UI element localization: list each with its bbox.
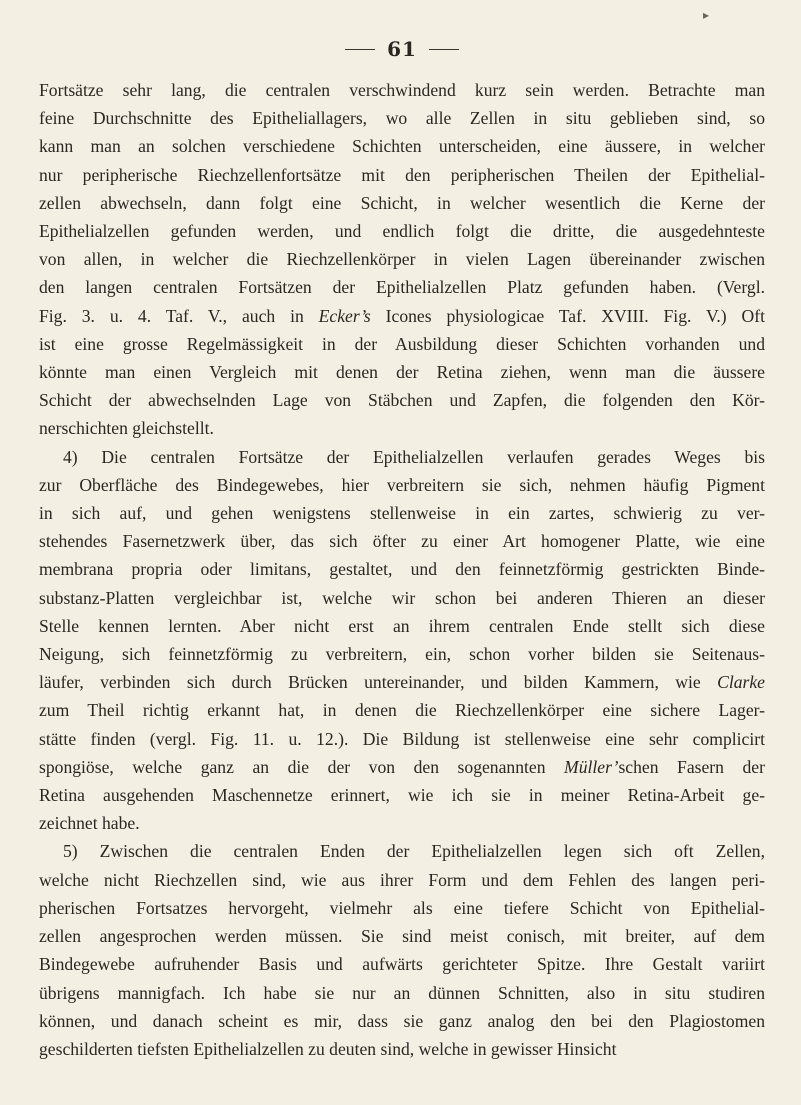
text-line bbox=[39, 76, 765, 104]
text-run: stätte finden (vergl. Fig. 11. u. 12.). Die Bildung ist stellenweise eine sehr complicirt bbox=[39, 728, 765, 749]
text-line bbox=[39, 161, 765, 189]
text-run: Icones physiologicae Taf. XVIII. Fig. V.) Oft bbox=[370, 305, 765, 326]
text-line bbox=[39, 950, 765, 978]
text-run: zur Oberfläche des Bindegewebes, hier verbreitern sie sich, nehmen häufig Pigment bbox=[39, 474, 765, 495]
text-line bbox=[39, 922, 765, 950]
text-line bbox=[39, 273, 765, 301]
header-rule-right bbox=[429, 49, 459, 50]
text-line bbox=[39, 894, 765, 922]
text-run: ist eine grosse Regelmässigkeit in der Ausbildung dieser Schichten vorhanden und bbox=[39, 333, 765, 354]
text-run: feine Durchschnitte des Epitheliallagers, wo alle Zellen in situ geblieben sind, so bbox=[39, 108, 765, 129]
text-line bbox=[39, 104, 765, 132]
text-run: schen Fasern der bbox=[618, 756, 765, 777]
text-run: Fortsätze sehr lang, die centralen verschwindend kurz sein werden. Betrachte man bbox=[39, 80, 765, 100]
text-line bbox=[39, 837, 765, 865]
text-run: substanz-Platten vergleichbar ist, welche wir schon bei anderen Thieren an dieser bbox=[39, 587, 765, 608]
text-run: Fig. 3. u. 4. Taf. V., auch in bbox=[39, 305, 319, 326]
text-line bbox=[39, 612, 765, 640]
text-line bbox=[39, 245, 765, 273]
text-run: zellen angesprochen werden müssen. Sie sind meist conisch, mit breiter, auf dem bbox=[39, 926, 765, 947]
page-header bbox=[39, 36, 765, 62]
paragraph-p-5 bbox=[39, 837, 765, 1063]
text-run: welche nicht Riechzellen sind, wie aus ihrer Form und dem Fehlen des langen peri- bbox=[39, 869, 765, 890]
text-run: stehendes Fasernetzwerk über, das sich öfter zu einer Art homogener Platte, wie eine bbox=[39, 531, 765, 552]
italic-name: Ecker’s bbox=[318, 305, 371, 326]
text-line bbox=[39, 358, 765, 386]
text-line bbox=[39, 330, 765, 358]
text-line bbox=[39, 725, 765, 753]
text-line bbox=[39, 471, 765, 499]
text-line bbox=[39, 979, 765, 1007]
text-line bbox=[39, 443, 765, 471]
text-run: übrigens mannigfach. Ich habe sie nur an dünnen Schnitten, also in situ studiren bbox=[39, 982, 765, 1003]
paragraph-p-continuation bbox=[39, 76, 765, 443]
text-run: Epithelialzellen gefunden werden, und endlich folgt die dritte, die ausgedehnteste bbox=[39, 221, 765, 242]
text-run: kann man an solchen verschiedene Schichten unterscheiden, eine äussere, in welcher bbox=[39, 136, 765, 157]
text-line bbox=[39, 414, 765, 442]
body-text bbox=[39, 76, 765, 1063]
page-number: 61 bbox=[387, 37, 417, 61]
text-line bbox=[39, 217, 765, 245]
text-run: spongiöse, welche ganz an die der von den sogenannten bbox=[39, 756, 565, 777]
text-run: zeichnet habe. bbox=[39, 813, 140, 834]
text-run: 5) Zwischen die centralen Enden der Epithelialzellen legen sich oft Zellen, bbox=[63, 841, 765, 862]
text-line bbox=[39, 555, 765, 583]
text-line bbox=[39, 640, 765, 668]
text-run: 4) Die centralen Fortsätze der Epithelialzellen verlaufen gerades Weges bis bbox=[63, 446, 765, 467]
text-line bbox=[39, 1007, 765, 1035]
text-run: den langen centralen Fortsätzen der Epithelialzellen Platz gefunden haben. (Vergl. bbox=[39, 277, 765, 298]
corner-mark: ▸ bbox=[702, 8, 709, 22]
text-run: von allen, in welcher die Riechzellenkörper in vielen Lagen übereinander zwischen bbox=[39, 249, 765, 270]
italic-name: Clarke bbox=[717, 672, 765, 693]
text-line bbox=[39, 753, 765, 781]
text-run: könnte man einen Vergleich mit denen der Retina ziehen, wenn man die äussere bbox=[39, 362, 765, 383]
text-run: zellen abwechseln, dann folgt eine Schicht, in welcher wesentlich die Kerne der bbox=[39, 192, 765, 213]
text-line bbox=[39, 132, 765, 160]
text-line bbox=[39, 584, 765, 612]
text-run: in sich auf, und gehen wenigstens stellenweise in ein zartes, schwierig zu ver- bbox=[39, 503, 765, 524]
text-run: pherischen Fortsatzes hervorgeht, vielmehr als eine tiefere Schicht von Epithelial- bbox=[39, 897, 765, 918]
text-line bbox=[39, 696, 765, 724]
text-run: läufer, verbinden sich durch Brücken untereinander, und bilden Kammern, wie bbox=[39, 672, 718, 693]
text-run: nerschichten gleichstellt. bbox=[39, 418, 214, 439]
text-line bbox=[39, 668, 765, 696]
text-line bbox=[39, 527, 765, 555]
text-line bbox=[39, 781, 765, 809]
text-run: Retina ausgehenden Maschennetze erinnert, wie ich sie in meiner Retina-Arbeit ge- bbox=[39, 785, 765, 806]
text-run: nur peripherische Riechzellenfortsätze mit den peripherischen Theilen der Epithelial- bbox=[39, 164, 765, 185]
text-run: Stelle kennen lernten. Aber nicht erst an ihrem centralen Ende stellt sich diese bbox=[39, 615, 765, 636]
text-run: Schicht der abwechselnden Lage von Stäbchen und Zapfen, die folgenden den Kör- bbox=[39, 390, 765, 411]
header-rule-left bbox=[345, 49, 375, 50]
text-run: zum Theil richtig erkannt hat, in denen die Riechzellenkörper eine sichere Lager- bbox=[39, 700, 765, 721]
text-line bbox=[39, 499, 765, 527]
text-line bbox=[39, 866, 765, 894]
paragraph-p-4 bbox=[39, 443, 765, 838]
text-run: Neigung, sich feinnetzförmig zu verbreitern, ein, schon vorher bilden sie Seitenaus- bbox=[39, 644, 765, 665]
italic-name: Müller’ bbox=[564, 756, 619, 777]
text-run: geschilderten tiefsten Epithelialzellen zu deuten sind, welche in gewisser Hinsicht bbox=[39, 1038, 617, 1059]
text-run: membrana propria oder limitans, gestaltet, und den feinnetzförmig gestrickten Binde- bbox=[39, 559, 765, 580]
text-line bbox=[39, 189, 765, 217]
text-line bbox=[39, 302, 765, 330]
text-line bbox=[39, 809, 765, 837]
text-run: können, und danach scheint es mir, dass sie ganz analog den bei den Plagiostomen bbox=[39, 1010, 765, 1031]
text-line bbox=[39, 386, 765, 414]
text-run: Bindegewebe aufruhender Basis und aufwärts gerichteter Spitze. Ihre Gestalt variirt bbox=[39, 954, 765, 975]
text-line bbox=[39, 1035, 765, 1063]
